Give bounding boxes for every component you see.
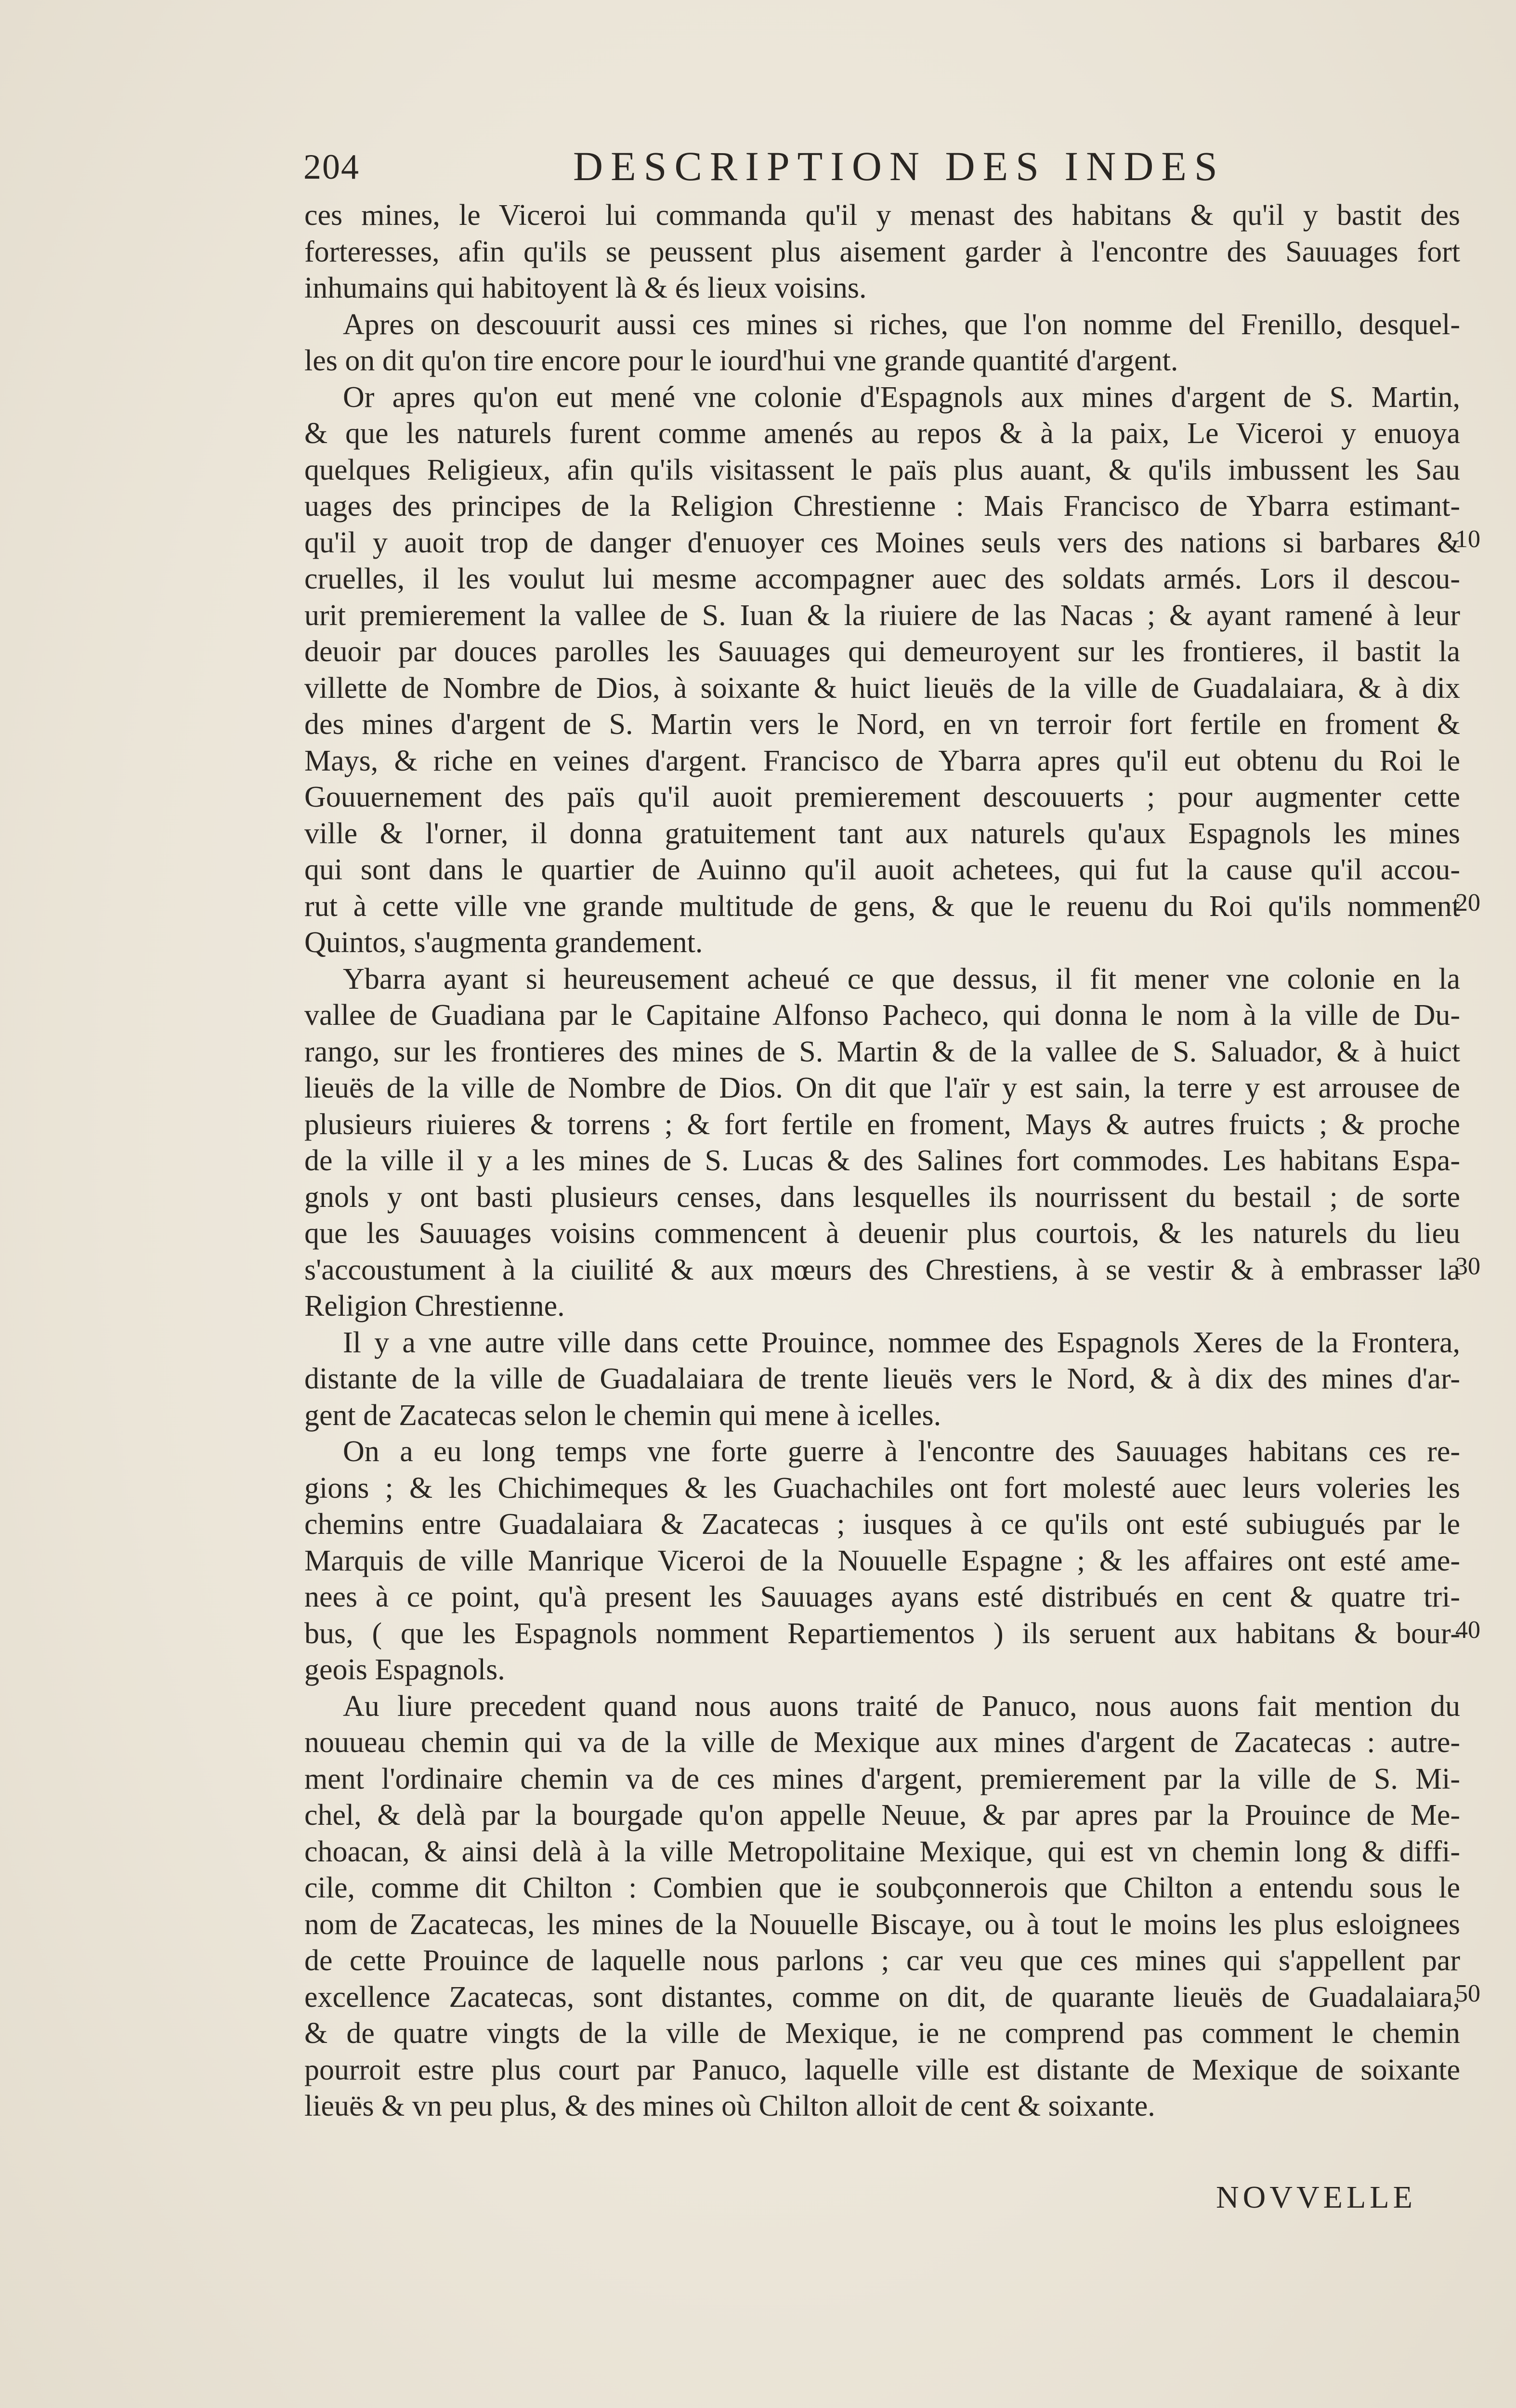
page-header [303,142,1320,195]
text-line: nouueau chemin qui va de la ville de Mexique aux mines d'argent de Zacatecas : autre- [304,1726,1460,1759]
text-line: Il y a vne autre ville dans cette Prouince, nommee des Espagnols Xeres de la Frontera, [343,1326,1460,1359]
text-line: ville & l'orner, il donna gratuitement tant aux naturels qu'aux Espagnols les mines [304,817,1460,850]
text-line: forteresses, afin qu'ils se peussent plus aisement garder à l'encontre des Sauuages fort [304,235,1460,268]
text-line: chel, & delà par la bourgade qu'on appelle Neuue, & par apres par la Prouince de Me- [304,1799,1460,1832]
text-line: des mines d'argent de S. Martin vers le Nord, en vn terroir fort fertile en froment & [304,708,1460,741]
body-text [304,197,1460,2125]
text-line: ment l'ordinaire chemin va de ces mines d'argent, premierement par la ville de S. Mi- [304,1762,1460,1795]
text-line: uages des principes de la Religion Chrestienne : Mais Francisco de Ybarra estimant- [304,490,1460,523]
text-line: geois Espagnols. [304,1653,505,1686]
text-line: Marquis de ville Manrique Viceroi de la Nouuelle Espagne ; & les affaires ont esté ame- [304,1544,1460,1577]
text-line: s'accoustument à la ciuilité & aux mœurs des Chrestiens, à se vestir & à embrasser la [304,1253,1460,1286]
margin-line-number: 40 [1455,1616,1480,1644]
text-line: inhumains qui habitoyent là & és lieux voisins. [304,272,867,304]
text-line: quelques Religieux, afin qu'ils visitassent le païs plus auant, & qu'ils imbussent les Sau [304,453,1460,486]
margin-line-number: 10 [1455,525,1480,553]
text-line: Quintos, s'augmenta grandement. [304,926,703,959]
margin-line-number: 20 [1455,889,1480,916]
text-line: choacan, & ainsi delà à la ville Metropolitaine Mexique, qui est vn chemin long & diffi- [304,1835,1460,1868]
text-line: nees à ce point, qu'à present les Sauuages ayans esté distribués en cent & quatre tri- [304,1581,1460,1613]
text-line: gent de Zacatecas selon le chemin qui mene à icelles. [304,1399,941,1432]
text-line: qui sont dans le quartier de Auinno qu'il auoit achetees, qui fut la cause qu'il accou- [304,853,1460,886]
folio-number: 204 [303,147,360,187]
text-line: vallee de Guadiana par le Capitaine Alfonso Pacheco, qui donna le nom à la ville de Du- [304,999,1460,1032]
text-line: qu'il y auoit trop de danger d'enuoyer ces Moines seuls vers des nations si barbares & [304,526,1460,559]
text-line: Religion Chrestienne. [304,1290,565,1322]
text-line: chemins entre Guadalaiara & Zacatecas ; iusques à ce qu'ils ont esté subiugués par le [304,1508,1460,1541]
text-line: On a eu long temps vne forte guerre à l'encontre des Sauuages habitans ces re- [343,1435,1460,1468]
text-line: deuoir par douces parolles les Sauuages qui demeuroyent sur les frontieres, il bastit la [304,635,1460,668]
text-line: excellence Zacatecas, sont distantes, comme on dit, de quarante lieuës de Guadalaiara, [304,1980,1460,2014]
text-line: rango, sur les frontieres des mines de S. Martin & de la vallee de S. Saluador, & à huict [304,1035,1460,1068]
text-line: de cette Prouince de laquelle nous parlons ; car veu que ces mines qui s'appellent par [304,1944,1460,1977]
running-title: DESCRIPTION DES INDES [573,143,1225,189]
margin-line-number: 50 [1455,1980,1480,2007]
text-line: distante de la ville de Guadalaiara de trente lieuës vers le Nord, & à dix des mines d'ar- [304,1362,1460,1395]
text-line: & de quatre vingts de la ville de Mexique, ie ne comprend pas comment le chemin [304,2017,1460,2050]
text-line: gions ; & les Chichimeques & les Guachachiles ont fort molesté auec leurs voleries les [304,1471,1460,1505]
text-line: Au liure precedent quand nous auons traité de Panuco, nous auons fait mention du [343,1689,1460,1723]
text-line: ces mines, le Viceroi lui commanda qu'il y menast des habitans & qu'il y bastit des [304,199,1460,232]
catchword: NOVVELLE [1216,2180,1416,2215]
text-line: pourroit estre plus court par Panuco, laquelle ville est distante de Mexique de soixante [304,2053,1460,2086]
text-line: cile, comme dit Chilton : Combien que ie soubçonnerois que Chilton a entendu sous le [304,1871,1460,1904]
text-line: lieuës de la ville de Nombre de Dios. On dit que l'aïr y est sain, la terre y est arrousee de [304,1072,1460,1104]
text-line: les on dit qu'on tire encore pour le iourd'hui vne grande quantité d'argent. [304,344,1178,377]
text-line: gnols y ont basti plusieurs censes, dans lesquelles ils nourrissent du bestail ; de sorte [304,1180,1460,1214]
text-line: rut à cette ville vne grande multitude de gens, & que le reuenu du Roi qu'ils nomment [304,890,1460,923]
text-line: Ybarra ayant si heureusement acheué ce que dessus, il fit mener vne colonie en la [343,962,1460,995]
text-line: villette de Nombre de Dios, à soixante & huict lieuës de la ville de Guadalaiara, & à dix [304,671,1460,705]
text-line: lieuës & vn peu plus, & des mines où Chilton alloit de cent & soixante. [304,2090,1155,2122]
text-line: & que les naturels furent comme amenés au repos & à la paix, Le Viceroi y enuoya [304,417,1460,450]
text-line: plusieurs riuieres & torrens ; & fort fertile en froment, Mays & autres fruicts ; & proche [304,1108,1460,1141]
text-line: Gouuernement des païs qu'il auoit premierement descouuerts ; pour augmenter cette [304,781,1460,813]
text-line: que les Sauuages voisins commencent à deuenir plus courtois, & les naturels du lieu [304,1217,1460,1250]
text-line: de la ville il y a les mines de S. Lucas & des Salines fort commodes. Les habitans Espa- [304,1144,1460,1177]
text-line: nom de Zacatecas, les mines de la Nouuelle Biscaye, ou à tout le moins les plus esloignees [304,1908,1460,1941]
text-line: Apres on descouurit aussi ces mines si riches, que l'on nomme del Frenillo, desquel- [343,308,1460,341]
text-line: Or apres qu'on eut mené vne colonie d'Espagnols aux mines d'argent de S. Martin, [343,380,1460,414]
text-line: Mays, & riche en veines d'argent. Francisco de Ybarra apres qu'il eut obtenu du Roi le [304,744,1460,777]
text-line: cruelles, il les voulut lui mesme accompagner auec des soldats armés. Lors il descou- [304,563,1460,595]
margin-line-number: 30 [1455,1253,1480,1280]
text-line: bus, ( que les Espagnols nomment Repartiementos ) ils seruent aux habitans & bour- [304,1617,1460,1650]
text-line: urit premierement la vallee de S. Iuan & la riuiere de las Nacas ; & ayant ramené à leur [304,599,1460,632]
